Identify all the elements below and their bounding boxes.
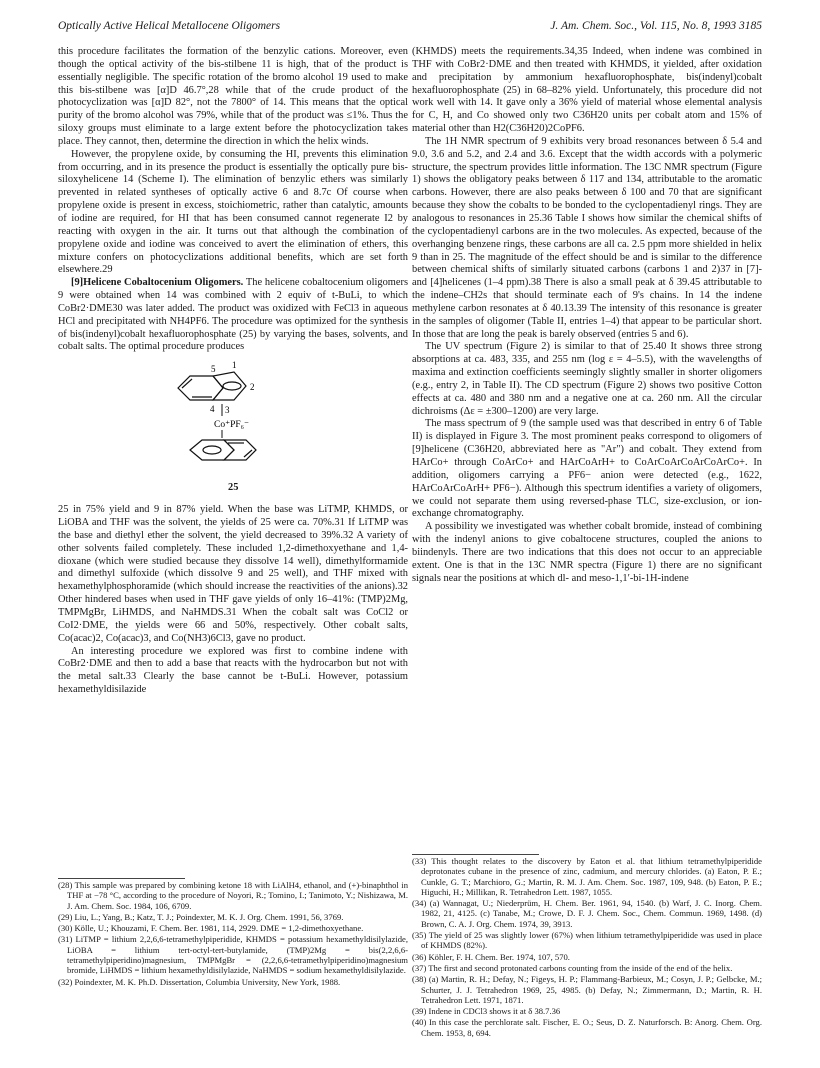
paragraph: An interesting procedure we explored was first to combine indene with CoBr2·DME and then to add a base that reacts with the hydrocarbon but not with the metal salt.33 Clearly the base cannot be t-BuLi. However, potassium hexamethyldisilazide: [58, 645, 408, 696]
paragraph: [58, 277, 408, 354]
cobaltocenium-structure: [168, 358, 308, 482]
paragraph: The 1H NMR spectrum of 9 exhibits very broad resonances between δ 5.4 and 9.0, 3.6 and 5.2, and 2.4 and 3.6. Except that the width accords with a polymeric structure, the spectrum provides little information. The 13C NMR spectrum (Figure 1) shows the obligatory peaks between δ 117 and 134, attributable to the aromatic carbons. However, there are also peaks between δ 100 and 70 that are significant because they show the cobalts to be bonded to the cyclopentadienyl rings. They are analogous to resonances in 25.36 Table I shows how similar the chemical shifts of the cyclopentadienyl carbons are in the two molecules. As expected, because of the overhanging benzene rings, these carbons are all ca. 2.5 ppm more shielded in helix 9 than in 25. The magnitude of the effect should be and is similar to the difference between chemical shifts of similarly situated carbons (carbons 1 and 2)37 in [7]- and [4]helicenes (1–4 ppm).38 There is also a small peak at δ 39.45 attributable to the indene–CH2s that should terminate each of 9's chains. In 14 the indene methylene carbon resonates at δ 40.13.39 The intensity of this resonance is greater in the samples of oligomer (Table II, entries 1–4) that appear to be particular short. In those that are long the peak is barely observed (entries 5 and 6).: [412, 135, 762, 340]
footnote: (38) (a) Martin, R. H.; Defay, N.; Figeys, H. P.; Flammang-Barbieux, M.; Cosyn, J. P.; Gelbcke, M.; Schurter, J. J. Tetrahedron 1969, 25, 4985. (b) Defay, N.; Zimmermann, D.; Martin, R. H. Tetrahedron Lett. 1971, 1871.: [412, 974, 762, 1005]
right-column: [412, 46, 762, 585]
position-label: 4: [210, 404, 215, 415]
upper-indenyl-ring: [178, 372, 246, 400]
position-label: 5: [211, 364, 216, 375]
position-label: 2: [250, 382, 255, 393]
footnotes-right: [412, 848, 762, 1039]
footnote: (40) In this case the perchlorate salt. Fischer, E. O.; Seus, D. Z. Naturforsch. B: Anorg. Chem. Org. Chem. 1953, 8, 694.: [412, 1017, 762, 1038]
footnote: (35) The yield of 25 was slightly lower (67%) when lithium tetramethylpiperidide was used in place of KHMDS (82%).: [412, 930, 762, 951]
paragraph-text: The helicene cobaltocenium oligomers 9 were obtained when 14 was combined with 2 equiv of t-BuLi, to which CoBr2·DME30 was later added. The product was oxidized with FeCl3 in aqueous HCl and precipitated with NH4PF6. The procedure was optimized for the synthesis of bis(indenyl)cobalt hexafluorophosphate (25) by varying the bases, solvents, and cobalt salts. The optimal procedure produces: [58, 277, 408, 353]
footnote: (32) Poindexter, M. K. Ph.D. Dissertation, Columbia University, New York, 1988.: [58, 976, 341, 987]
counterion-label: Co⁺PF₆⁻: [214, 420, 249, 431]
footnote: (28) This sample was prepared by combining ketone 18 with LiAlH4, ethanol, and (+)-binaphthol in THF at −78 °C, according to the procedure of Noyori, R.; Tomino, I.; Tanimoto, Y.; Nishizawa, M. J. Am. Chem. Soc. 1984, 106, 6709.: [58, 880, 408, 911]
compound-number: 25: [228, 482, 239, 494]
footnote: (30) Kölle, U.; Khouzami, F. Chem. Ber. 1981, 114, 2929. DME = 1,2-dimethoxyethane.: [58, 923, 364, 934]
section-heading: [9]Helicene Cobaltocenium Oligomers.: [71, 277, 244, 289]
paragraph: A possibility we investigated was whether cobalt bromide, instead of combining with the indenyl anions to give cobaltocene structures, coupled the anions to biindenyls. There are two indications that this does not occur to an appreciable extent. One is that in the 13C NMR spectra (Figure 1) there are no significant signals near the positions at which dl- and meso-1,1′-bi-1H-indene: [412, 521, 762, 584]
journal-citation: J. Am. Chem. Soc., Vol. 115, No. 8, 1993 3185: [550, 20, 762, 32]
paragraph: (KHMDS) meets the requirements.34,35 Indeed, when indene was combined in THF with CoBr2·DME and then treated with KHMDS, it yielded, after oxidation and precipitation by ammonium hexafluorophosphate, bis(indenyl)cobalt hexafluorophosphate (25) in 68–82% yield. Unfortunately, this procedure did not work well with 14. It gave only a 36% yield of material whose elemental analysis for C, H, and Co showed only two C36H20 units per cobalt atom and 15% of material other than H2(C36H20)2CoPF6.: [412, 46, 762, 135]
lower-indenyl-ring: [190, 440, 256, 460]
structure-figure: [58, 358, 408, 500]
aromatic-circle: [203, 446, 221, 454]
footnote-rule: [58, 878, 185, 879]
footnote: (37) The first and second protonated carbons counting from the inside of the end of the helix.: [412, 962, 733, 973]
footnote: (31) LiTMP = lithium 2,2,6,6-tetramethylpiperidide, KHMDS = potassium hexamethyldisilylazide, LiOBA = lithium tert-octyl-tert-butylamide, (TMP)2Mg = bis(2,2,6,6-tetramethylpiperidino)magnesium, TMPMgBr = (2,2,6,6-tetramethylpiperidino)magnesium bromide, LiHMDS = lithium hexamethyldisilylazide, NaHMDS = sodium hexamethyldisilylazide.: [58, 934, 408, 976]
footnote: (34) (a) Wannagat, U.; Niederprüm, H. Chem. Ber. 1961, 94, 1540. (b) Warf, J. C. Inorg. Chem. 1982, 21, 4125. (c) Tanabe, M.; Crowe, D. F. J. Chem. Soc., Chem. Commun. 1969, 1498. (d) Brown, C. A. J. Org. Chem. 1974, 39, 3913.: [412, 898, 762, 929]
running-title: Optically Active Helical Metallocene Oligomers: [58, 20, 281, 32]
footnote: (29) Liu, L.; Yang, B.; Katz, T. J.; Poindexter, M. K. J. Org. Chem. 1991, 56, 3769.: [58, 911, 344, 922]
footnote: (36) Köhler, F. H. Chem. Ber. 1974, 107, 570.: [412, 951, 570, 962]
position-label: 1: [232, 360, 237, 371]
left-column: [58, 46, 408, 697]
position-label: 3: [225, 405, 230, 416]
footnotes-left: [58, 872, 408, 988]
footnote: (39) Indene in CDCl3 shows it at δ 38.7.36: [412, 1006, 561, 1017]
footnote-rule: [412, 854, 539, 855]
paragraph: However, the propylene oxide, by consuming the HI, prevents this elimination from occurring, and in its presence the product is essentially the optically pure bis-siloxyhelicene 14 (Scheme I). The elimination of benzylic ethers was similarly prevented in related syntheses of optically active 6 and 8.7c Of course when propylene oxide is present in excess, stoichiometric, rather than catalytic, amounts of iodine are required, for HI that has been consumed cannot regenerate I2 by reacting with oxygen in the air. It turns out that although the combination of propylene oxide and iodine was conceived to avert the elimination of ethers, this mixture confers on photocyclizations additional benefits, which are set forth elsewhere.29: [58, 148, 408, 276]
footnote: (33) This thought relates to the discovery by Eaton et al. that lithium tetramethylpiperidide deprotonates cubane in the presence of zinc, cadmium, and mercury chlorides. (a) Eaton, P. E.; Cunkle, G. T.; Marchioro, G.; Martin, R. M. J. Am. Chem. Soc. 1987, 109, 948. (b) Eaton, P. E.; Higuchi, H.; Millikan, R. Tetrahedron Lett. 1987, 1055.: [412, 856, 762, 897]
paragraph: this procedure facilitates the formation of the benzylic cations. Moreover, even though the optical activity of the bis-stilbene 11 is high, that of the product is essentially negligible. The specific rotation of the bromo alcohol 19 used to make this bis-stilbene was [α]D 46.7°,28 while that of the crude product of the photocyclization was [α]D 82°, not the 7800° of 14. This means that the optical purity of the bromo alcohol was 79%, while that of the product was ≤1%. Thus the siloxy groups must eliminate to a large extent before the photocyclization takes place. They cannot, then, determine the direction in which the helix winds.: [58, 46, 408, 147]
paragraph: The mass spectrum of 9 (the sample used was that described in entry 6 of Table II) is displayed in Figure 3. The most prominent peaks correspond to oligomers of [9]helicene (C36H20, abbreviated here as "Ar") and cobalt. They extend from HArCo+ through CoArCo+ and HArCoArH+ to CoArCoArCoArCoArCo+. In addition, oligomers carrying a PF6− anion were detected (e.g., 1622, HArCoArCoArH+ PF6−). Although this spectrum identifies a variety of oligomers, we could not separate them using reversed-phase TLC, size-exclusion, or ion-exchange chromatography.: [412, 418, 762, 520]
paragraph: 25 in 75% yield and 9 in 87% yield. When the base was LiTMP, KHMDS, or LiOBA and THF was the solvent, the yields of 25 were ca. 70%.31 If LiTMP was the base and diethyl ether the solvent, the yield decreased to 39%.32 A variety of other solvents failed completely. These included 1,2-dimethoxyethane and 1,4-dioxane (which were studied because they dissolve 14 well), dimethylformamide and dimethyl sulfoxide (which dissolve 9 and 25 well), and THF mixed with hexamethylphosphoramide (which should increase the reactivities of the anions).32 Other hindered bases when used in THF gave yields of only 16–41%: (TMP)2Mg, TMPMgBr, LiHMDS, and NaHMDS.31 When the cobalt salt was CoCl2 or CoI2·DME, the yields were 66 and 50%, respectively. Other cobalt salts, Co(acac)2, Co(acac)3, and Co(NH3)6Cl3, gave no product.: [58, 504, 408, 644]
aromatic-circle: [223, 382, 241, 390]
paragraph: The UV spectrum (Figure 2) is similar to that of 25.40 It shows three strong absorptions at ca. 483, 335, and 255 nm (log ε = 4–5.5), with the wavelengths of maxima and extinction coefficients seemingly slightly smaller in shorter oligomers (e.g., entry 2, in Table II). The CD spectrum (Figure 2) shows two positive Cotton effects at ca. 480 and 380 nm and a negative one at ca. 260 nm. All the circular dichroisms (Δε = ±300–1200) are very large.: [412, 341, 762, 417]
